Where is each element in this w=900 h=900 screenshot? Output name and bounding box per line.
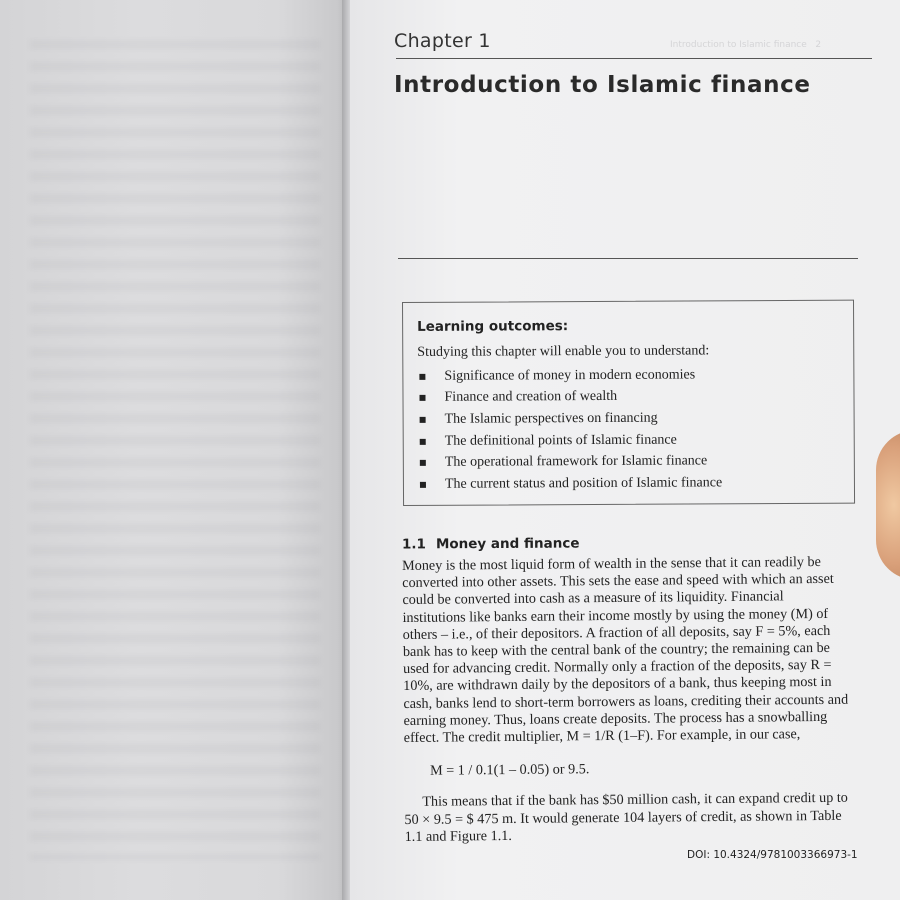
- list-item: Significance of money in modern economies: [417, 364, 721, 387]
- learning-outcomes-list: [417, 364, 722, 495]
- left-page-ghost-text: [30, 40, 320, 860]
- body-paragraph: This means that if the bank has $50 million cash, it can expand credit up to 50 × 9.5 = $ 475 m. It would generate 104 layers of credit, as shown in Table 1.1 and Figure 1.1.: [404, 790, 848, 845]
- chapter-label: Chapter 1: [394, 30, 491, 52]
- square-bullet-icon: [420, 417, 426, 423]
- list-item: The Islamic perspectives on financing: [418, 408, 722, 431]
- title-divider: [398, 258, 858, 259]
- learning-outcomes-intro: Studying this chapter will enable you to understand:: [417, 343, 710, 360]
- section-body: [402, 554, 851, 846]
- section-heading: [402, 536, 580, 553]
- learning-outcomes-box: [402, 300, 855, 506]
- chapter-title: Introduction to Islamic finance: [394, 72, 811, 98]
- square-bullet-icon: [420, 438, 426, 444]
- square-bullet-icon: [420, 482, 426, 488]
- doi-footer: DOI: 10.4324/9781003366973-1: [687, 849, 858, 861]
- show-through-running-head: Introduction to Islamic finance 2: [670, 40, 822, 50]
- square-bullet-icon: [420, 460, 426, 466]
- reader-thumb: [876, 430, 900, 580]
- credit-multiplier-formula: M = 1 / 0.1(1 – 0.05) or 9.5.: [429, 761, 590, 779]
- chapter-rule: [396, 58, 872, 59]
- left-page-blurred: [0, 0, 348, 900]
- list-item: Finance and creation of wealth: [417, 386, 721, 409]
- square-bullet-icon: [419, 374, 425, 380]
- learning-outcomes-heading: Learning outcomes:: [417, 318, 569, 335]
- square-bullet-icon: [419, 395, 425, 401]
- list-item: The definitional points of Islamic finance: [418, 429, 722, 452]
- body-paragraph: Money is the most liquid form of wealth in the sense that it can readily be converted into other assets. This sets the ease and speed with which an asset could be converted into cash as a measure of its liquidity. Financial institutions like banks earn their income mostly by using the money (M) of others – i.e., of their depositors. A fraction of all deposits, say F = 5%, each bank has to keep with the central bank of the country; the remaining can be used for advancing credit. Normally only a fraction of the deposits, say R = 10%, are withdrawn daily by the depositors of a bank, thus keeping most in cash, banks lend to short-term borrowers as loans, crediting their accounts and earning money. Thus, loans create deposits. The process has a snowballing effect. The credit multiplier, M = 1/R (1–F). For example, in our case,: [402, 553, 849, 747]
- section-number: 1.1: [401, 536, 426, 553]
- list-item: The current status and position of Islamic finance: [418, 472, 722, 495]
- section-title: Money and finance: [435, 535, 580, 553]
- list-item: The operational framework for Islamic finance: [418, 451, 722, 474]
